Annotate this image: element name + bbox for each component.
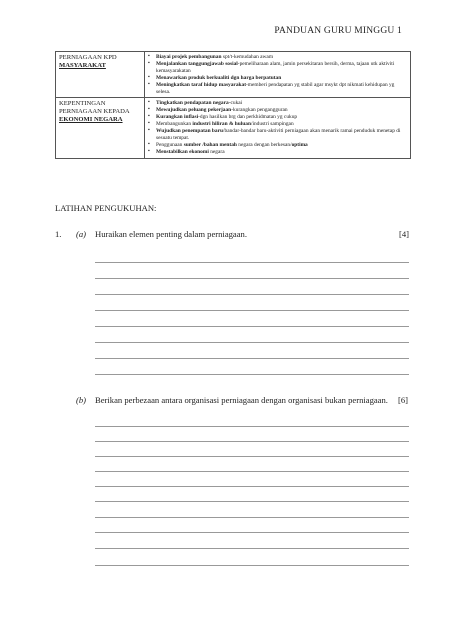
list-item: ▪ Menjalankan tanggungjawab sosial-pemeliharaan alam, jamin persekitaran bersih, derma, tajaan utk aktiviti kemasyarakatan (156, 61, 407, 75)
answer-line[interactable] (95, 486, 409, 487)
row-heading (56, 98, 145, 158)
page-header-title: PANDUAN GURU MINGGU 1 (274, 26, 402, 36)
question-part-label: (b) (76, 395, 87, 405)
question-text: Berikan perbezaan antara organisasi perniagaan dengan organisasi bukan perniagaan. (95, 395, 388, 405)
question-text: Huraikan elemen penting dalam perniagaan. (95, 229, 247, 239)
list-item: ▪ Kurangkan inflasi-dgn hasilkan brg dan perkhidmatan yg cukup (156, 114, 407, 121)
answer-line[interactable] (95, 326, 409, 327)
answer-line[interactable] (95, 548, 409, 549)
answer-line[interactable] (95, 456, 409, 457)
list-item: ▪ Menawarkan produk berkualiti dgn harga berpatutan (156, 75, 407, 82)
question-number: 1. (55, 229, 62, 239)
question-marks: [6] (398, 395, 409, 405)
row-content (145, 52, 411, 98)
answer-line[interactable] (95, 374, 409, 375)
row-heading (56, 52, 145, 98)
answer-line[interactable] (95, 262, 409, 263)
answer-line[interactable] (95, 278, 409, 279)
answer-line[interactable] (95, 358, 409, 359)
table-row (56, 98, 411, 158)
answer-line[interactable] (95, 471, 409, 472)
answer-line[interactable] (95, 441, 409, 442)
table-row (56, 52, 411, 98)
answer-line[interactable] (95, 501, 409, 502)
row-heading-line: MASYARAKAT (59, 61, 106, 69)
list-item: ▪ Mewujudkan peluang pekerjaan-kurangkan pengangguran (156, 107, 407, 114)
question-part-label: (a) (76, 229, 87, 239)
row-heading-line: EKONOMI NEGARA (59, 115, 123, 123)
answer-line[interactable] (95, 517, 409, 518)
row-heading-line: KEPENTINGAN (59, 100, 106, 108)
list-item: ▪ Meningkatkan taraf hidup masyarakat-memberi pendapatan yg stabil agar msykt dpt nikmati kehidupan yg selesa. (156, 82, 407, 96)
answer-line[interactable] (95, 426, 409, 427)
section-title: LATIHAN PENGUKUHAN: (55, 203, 157, 213)
list-item: ▪ Membangunkan industri hiliran & huluan/industri sampingan (156, 121, 407, 128)
list-item: ▪ Biayai projek pembangunan spt/t-kemudahan awam (156, 54, 407, 61)
question-marks: [4] (399, 229, 410, 239)
list-item: ▪ Tingkatkan pendapatan negara-cukai (156, 100, 407, 107)
row-heading-line: PERNIAGAAN KEPADA (59, 108, 130, 116)
list-item: ▪ Menstabilkan ekonomi negara (156, 149, 407, 156)
answer-line[interactable] (95, 532, 409, 533)
answer-line[interactable] (95, 565, 409, 566)
answer-line[interactable] (95, 294, 409, 295)
row-content (145, 98, 411, 158)
info-table (55, 51, 411, 159)
list-item: ▪ Penggunaan sumber /bahan mentah negara dengan berkesan/optima (156, 142, 407, 149)
list-item: ▪ Wujudkan penempatan baru/bandar-bandar baru-aktiviti perniagaan akan menarik ramai penduduk menetap di sesuatu tempat. (156, 128, 407, 142)
row-heading-line: PERNIAGAAN KPD (59, 54, 117, 61)
answer-line[interactable] (95, 342, 409, 343)
answer-line[interactable] (95, 310, 409, 311)
